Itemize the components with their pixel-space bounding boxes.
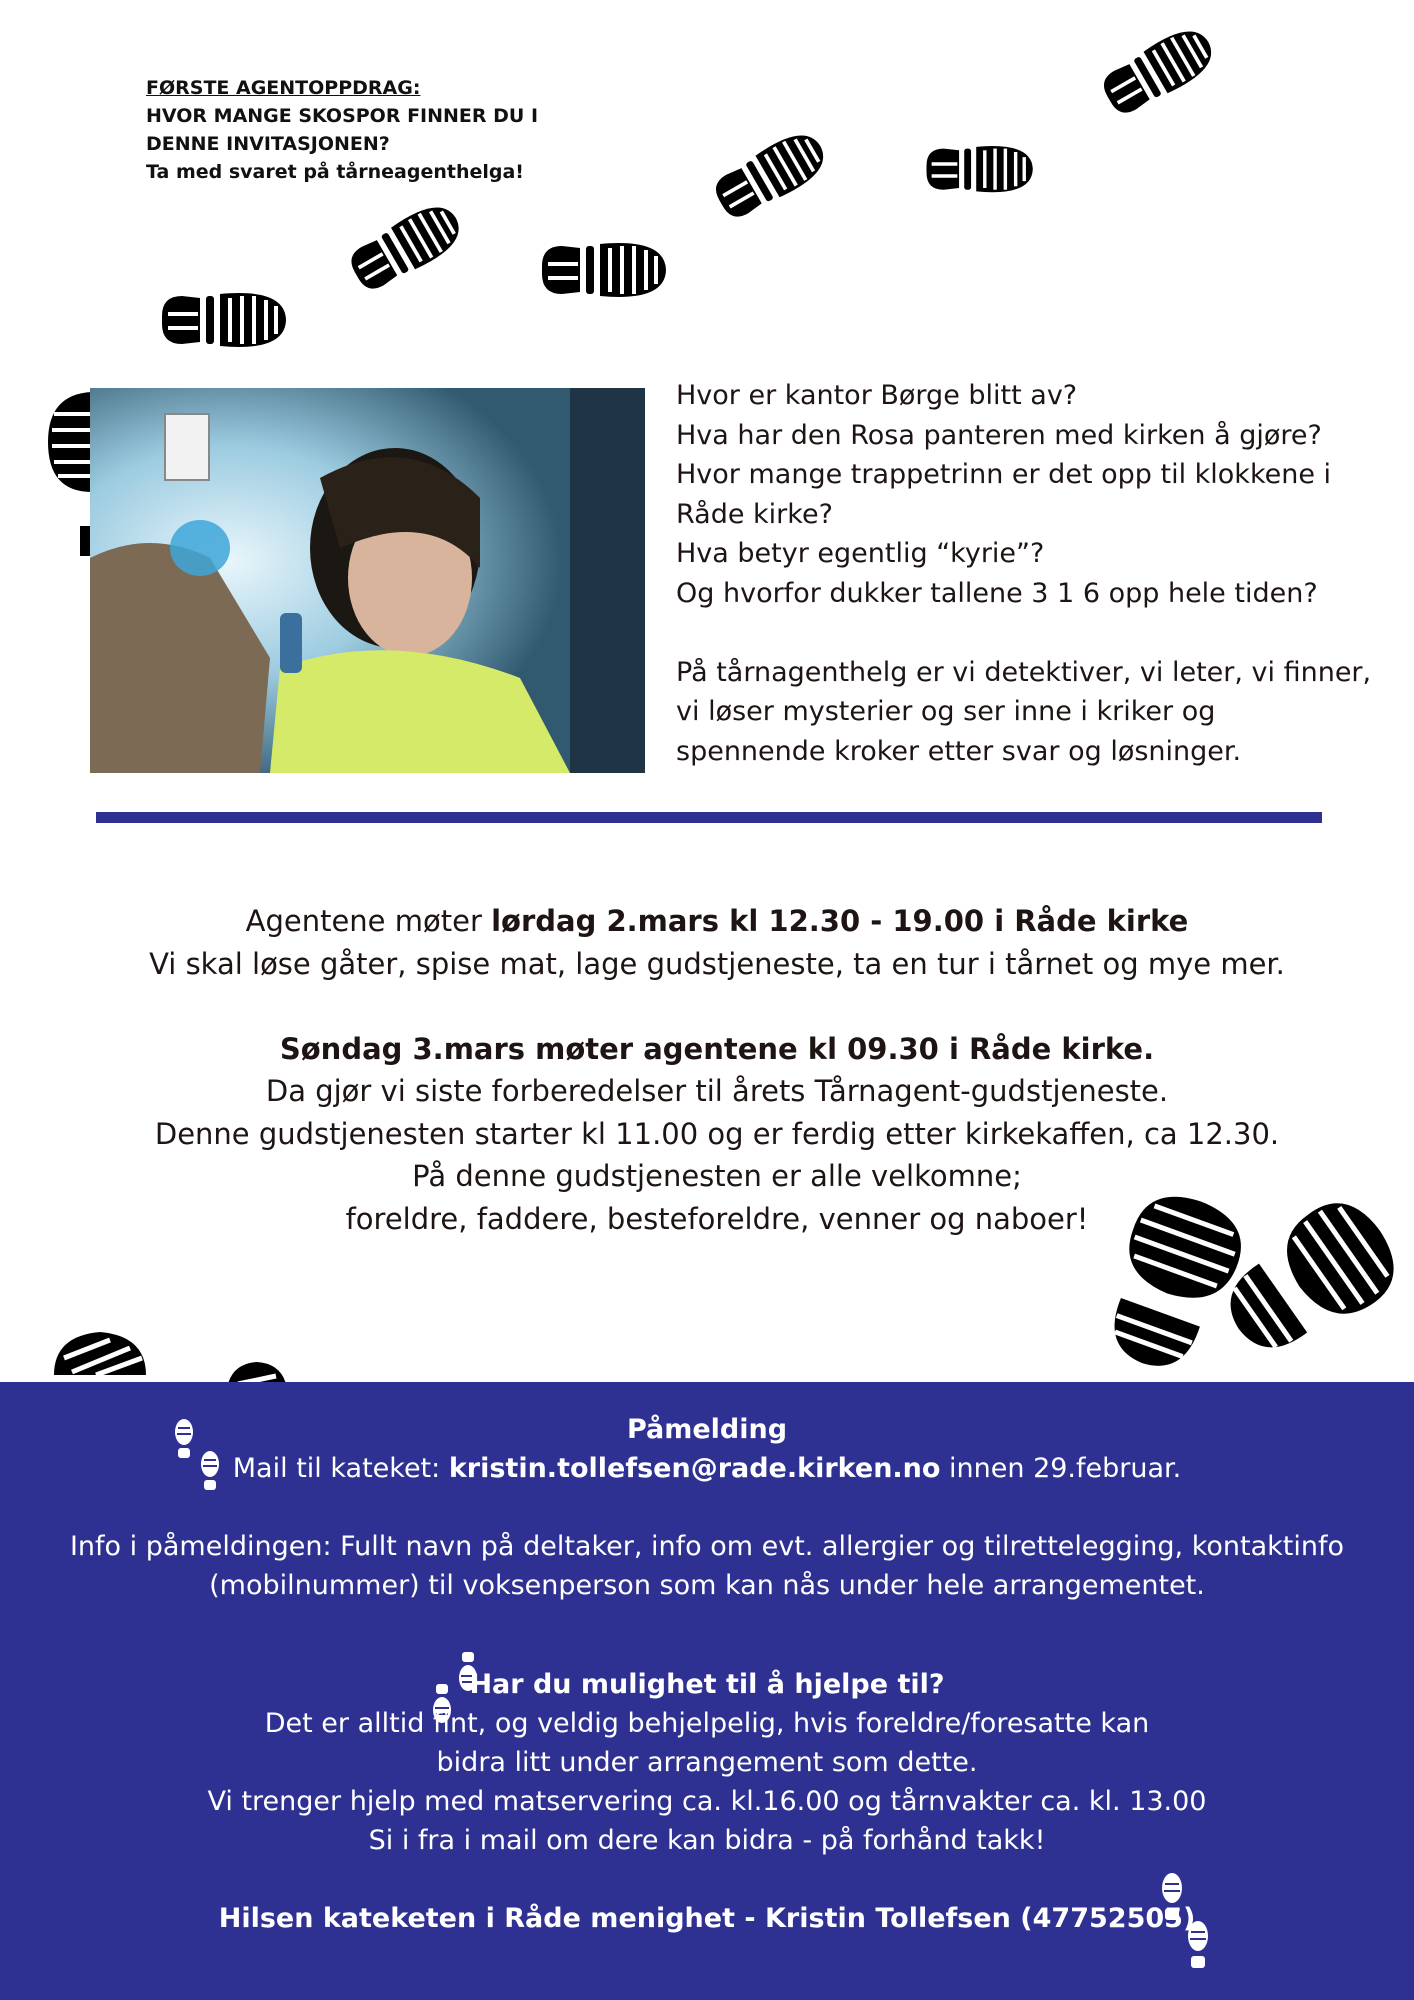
help-line: bidra litt under arrangement som dette. bbox=[436, 1747, 978, 1778]
signup-title: Påmelding bbox=[626, 1414, 788, 1445]
registration-footer bbox=[0, 1382, 1414, 2000]
email-link[interactable]: kristin.tollefsen@rade.kirken.no bbox=[448, 1453, 941, 1484]
help-line: Si i fra i mail om dere kan bidra - på forhånd takk! bbox=[368, 1825, 1046, 1856]
help-line: Vi trenger hjelp med matservering ca. kl.16.00 og tårnvakter ca. kl. 13.00 bbox=[207, 1786, 1207, 1817]
footprint-icon bbox=[338, 187, 492, 334]
intro-paragraph-line: spennende kroker etter svar og løsninger. bbox=[676, 735, 1242, 767]
mission-line: Ta med svaret på tårneagenthelga! bbox=[146, 161, 524, 183]
question-line: Hvor er kantor Børge blitt av? bbox=[676, 380, 1078, 411]
sunday-detail: På denne gudstjenesten er alle velkomne; bbox=[412, 1159, 1022, 1193]
mission-line: HVOR MANGE SKOSPOR FINNER DU I bbox=[146, 105, 539, 127]
sunday-time: Søndag 3.mars møter agentene kl 09.30 i Råde kirke. bbox=[279, 1031, 1155, 1066]
footer-text bbox=[0, 1410, 1414, 1938]
saturday-time: lørdag 2.mars kl 12.30 - 19.00 i Råde kirke bbox=[491, 904, 1189, 938]
footprint-icon bbox=[703, 115, 842, 236]
question-line: Råde kirke? bbox=[676, 498, 833, 530]
footprint-icon bbox=[918, 140, 1043, 200]
help-title: Har du mulighet til å hjelpe til? bbox=[469, 1669, 945, 1700]
photo-child-detective bbox=[90, 388, 645, 773]
question-line: Hva har den Rosa panteren med kirken å gjøre? bbox=[676, 419, 1322, 451]
footprint-icon bbox=[160, 286, 290, 356]
section-divider bbox=[96, 812, 1322, 823]
saturday-activities: Vi skal løse gåter, spise mat, lage gudstjeneste, ta en tur i tårnet og mye mer. bbox=[149, 946, 1285, 981]
saturday-line: Agentene møter lørdag 2.mars kl 12.30 - 19.00 i Råde kirke bbox=[245, 904, 1189, 938]
intro-paragraph-line: På tårnagenthelg er vi detektiver, vi leter, vi finner, bbox=[676, 656, 1372, 688]
mystery-questions bbox=[676, 376, 1376, 771]
greeting: Hilsen kateketen i Råde menighet - Kristin Tollefsen (47752505) bbox=[218, 1903, 1196, 1934]
intro-paragraph-line: vi løser mysterier og ser inne i kriker og bbox=[676, 696, 1216, 727]
footprint-icon bbox=[50, 1330, 150, 1382]
help-line: Det er alltid fint, og veldig behjelpelig, hvis foreldre/foresatte kan bbox=[264, 1708, 1150, 1739]
signup-info-line: (mobilnummer) til voksenperson som kan nås under hele arrangementet. bbox=[209, 1570, 1205, 1601]
sunday-detail: Denne gudstjenesten starter kl 11.00 og er ferdig etter kirkekaffen, ca 12.30. bbox=[154, 1116, 1280, 1151]
question-line: Hvor mange trappetrinn er det opp til klokkene i bbox=[676, 459, 1332, 490]
footprint-icon bbox=[222, 1360, 292, 1382]
footprint-icon bbox=[1091, 11, 1230, 132]
mission-line: DENNE INVITASJONEN? bbox=[146, 133, 390, 155]
sunday-detail: foreldre, faddere, besteforeldre, venner og naboer! bbox=[345, 1201, 1089, 1236]
signup-mail-line: Mail til kateket: kristin.tollefsen@rade.kirken.no innen 29.februar. bbox=[232, 1453, 1182, 1484]
mission-text bbox=[146, 74, 626, 186]
footprint-icon bbox=[540, 236, 670, 306]
mission-heading: FØRSTE AGENTOPPDRAG: bbox=[146, 77, 421, 99]
sunday-line bbox=[60, 1028, 1374, 1071]
sunday-detail: Da gjør vi siste forberedelser til årets Tårnagent-gudstjeneste. bbox=[265, 1074, 1169, 1108]
signup-info-line: Info i påmeldingen: Fullt navn på deltaker, info om evt. allergier og tilrettelegging, kontaktinfo bbox=[69, 1531, 1345, 1562]
question-line: Hva betyr egentlig “kyrie”? bbox=[676, 538, 1045, 569]
question-line: Og hvorfor dukker tallene 3 1 6 opp hele tiden? bbox=[676, 577, 1318, 609]
event-details bbox=[60, 900, 1374, 1240]
